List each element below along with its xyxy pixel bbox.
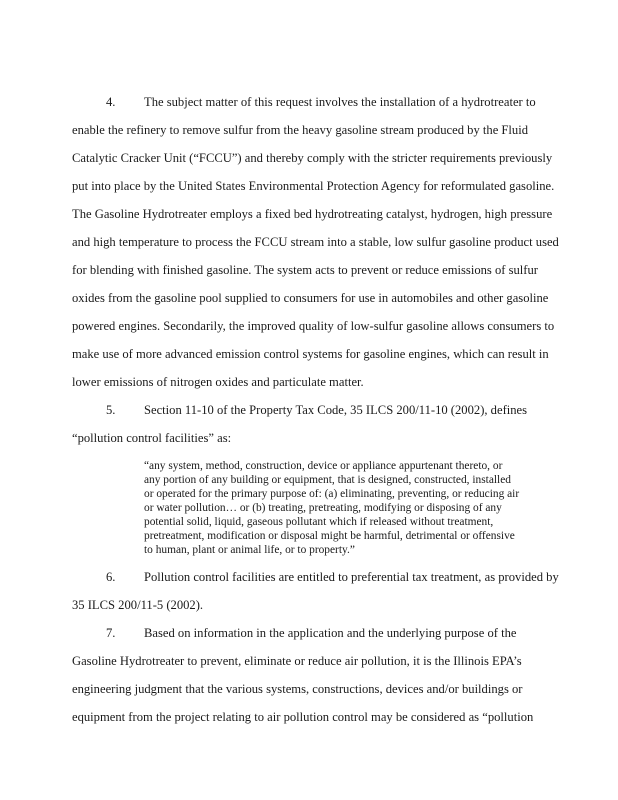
paragraph-4-line: enable the refinery to remove sulfur from the heavy gasoline stream produced by the Fluid (72, 123, 529, 137)
paragraph-4-line: Catalytic Cracker Unit (“FCCU”) and thereby comply with the stricter requirements previously (72, 151, 553, 165)
block-quote-line: pretreatment, modification or disposal might be harmful, detrimental or offensive (144, 530, 515, 542)
paragraph-7-line: engineering judgment that the various systems, constructions, devices and/or buildings or (72, 682, 523, 696)
paragraph-7-line: Based on information in the application and the underlying purpose of the (144, 626, 517, 640)
paragraph-6-line: Pollution control facilities are entitled to preferential tax treatment, as provided by (144, 570, 559, 584)
paragraph-4-line: The subject matter of this request involves the installation of a hydrotreater to (144, 95, 536, 109)
block-quote-line: or water pollution… or (b) treating, pretreating, modifying or disposing of any (144, 502, 502, 514)
paragraph-4-line: The Gasoline Hydrotreater employs a fixed bed hydrotreating catalyst, hydrogen, high pressure (72, 207, 553, 221)
paragraph-4-line: make use of more advanced emission control systems for gasoline engines, which can result in (72, 347, 549, 361)
block-quote-line: any portion of any building or equipment, that is designed, constructed, installed (144, 474, 511, 486)
paragraph-4-line: put into place by the United States Environmental Protection Agency for reformulated gasoline. (72, 179, 555, 193)
block-quote-line: to human, plant or animal life, or to property.” (144, 544, 355, 556)
paragraph-4-line: for blending with finished gasoline. The system acts to prevent or reduce emissions of sulfur (72, 263, 538, 277)
paragraph-7-line: equipment from the project relating to air pollution control may be considered as “pollution (72, 710, 534, 724)
paragraph-4-line: oxides from the gasoline pool supplied to consumers for use in automobiles and other gasoline (72, 291, 549, 305)
paragraph-6-number: 6. (106, 570, 116, 584)
paragraph-7-number: 7. (106, 626, 116, 640)
paragraph-5-line: “pollution control facilities” as: (72, 431, 232, 445)
block-quote-line: potential solid, liquid, gaseous pollutant which if released without treatment, (144, 516, 494, 528)
paragraph-5-line: Section 11-10 of the Property Tax Code, 35 ILCS 200/11-10 (2002), defines (144, 403, 528, 417)
paragraph-4-line: lower emissions of nitrogen oxides and particulate matter. (72, 375, 364, 389)
block-quote-line: “any system, method, construction, device or appliance appurtenant thereto, or (144, 460, 503, 472)
paragraph-5-number: 5. (106, 403, 116, 417)
paragraph-7-line: Gasoline Hydrotreater to prevent, eliminate or reduce air pollution, it is the Illinois EPA’s (72, 654, 522, 668)
block-quote-line: or operated for the primary purpose of: (a) eliminating, preventing, or reducing air (144, 488, 520, 500)
paragraph-4-line: and high temperature to process the FCCU stream into a stable, low sulfur gasoline product used (72, 235, 559, 249)
paragraph-4-number: 4. (106, 95, 116, 109)
paragraph-6-line: 35 ILCS 200/11-5 (2002). (72, 598, 204, 612)
paragraph-4-line: powered engines. Secondarily, the improved quality of low-sulfur gasoline allows consumers to (72, 319, 555, 333)
